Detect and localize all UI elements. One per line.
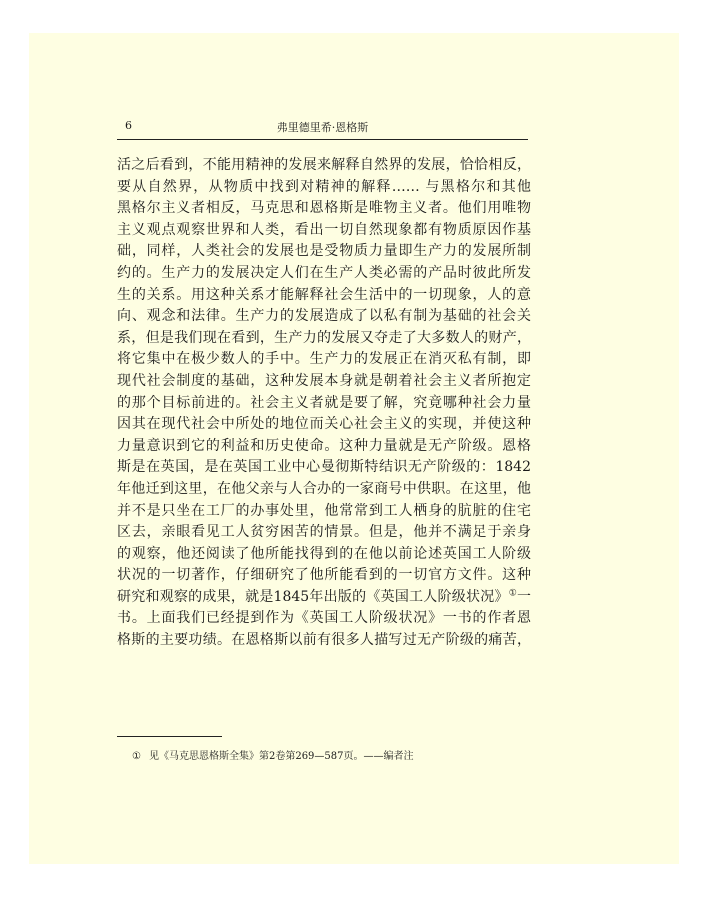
text-line: 力量意识到它的利益和历史使命。这种力量就是无产阶级。恩格 — [117, 437, 531, 454]
text-line: 系，但是我们现在看到，生产力的发展又夺走了大多数人的财产， — [117, 329, 531, 346]
footnote — [132, 747, 414, 762]
text-line: 将它集中在极少数人的手中。生产力的发展正在消灭私有制，即 — [117, 351, 531, 368]
footnote-divider — [117, 736, 222, 737]
footnote-marker: ① — [132, 751, 141, 762]
footnote-reference[interactable]: ① — [508, 588, 517, 599]
text-line: 因其在现代社会中所处的地位而关心社会主义的实现，并使这种 — [117, 416, 531, 433]
text-segment: 一 — [517, 588, 531, 605]
footnote-text: 见《马克思恩格斯全集》第2卷第269—587页。——编者注 — [148, 751, 414, 762]
text-line: 斯是在英国，是在英国工业中心曼彻斯特结识无产阶级的：1842 — [117, 459, 531, 476]
text-line: 活之后看到，不能用精神的发展来解释自然界的发展，恰恰相反， — [117, 157, 531, 173]
text-segment: 研究和观察的成果，就是1845年出版的《英国工人阶级状况》 — [117, 588, 509, 605]
text-line-with-note — [117, 587, 531, 609]
page-number: 6 — [125, 119, 132, 132]
text-line: 向、观念和法律。生产力的发展造成了以私有制为基础的社会关 — [117, 308, 531, 325]
running-title: 弗里德里希·恩格斯 — [276, 121, 369, 134]
text-line: 并不是只坐在工厂的办事处里，他常常到工人栖身的肮脏的住宅 — [117, 502, 531, 519]
text-line: 主义观点观察世界和人类，看出一切自然现象都有物质原因作基 — [117, 221, 531, 238]
body-text — [117, 155, 531, 652]
text-line: 要从自然界，从物质中找到对精神的解释…… 与黑格尔和其他 — [117, 178, 531, 195]
text-line: 的那个目标前进的。社会主义者就是要了解，究竟哪种社会力量 — [117, 394, 531, 411]
text-line: 格斯的主要功绩。在恩格斯以前有很多人描写过无产阶级的痛苦， — [117, 632, 531, 649]
page-header — [117, 117, 528, 140]
text-line: 约的。生产力的发展决定人们在生产人类必需的产品时彼此所发 — [117, 264, 531, 281]
text-line: 础，同样，人类社会的发展也是受物质力量即生产力的发展所制 — [117, 243, 531, 260]
text-line: 书。上面我们已经提到作为《英国工人阶级状况》一书的作者恩 — [117, 610, 531, 627]
text-line: 的观察，他还阅读了他所能找得到的在他以前论述英国工人阶级 — [117, 545, 531, 562]
text-line: 现代社会制度的基础，这种发展本身就是朝着社会主义者所抱定 — [117, 372, 531, 389]
text-line: 黑格尔主义者相反，马克思和恩格斯是唯物主义者。他们用唯物 — [117, 200, 531, 217]
text-line: 状况的一切著作，仔细研究了他所能看到的一切官方文件。这种 — [117, 567, 531, 584]
text-line: 年他迁到这里，在他父亲与人合办的一家商号中供职。在这里，他 — [117, 480, 531, 497]
text-line: 区去，亲眼看见工人贫穷困苦的情景。但是，他并不满足于亲身 — [117, 524, 531, 541]
text-line: 生的关系。用这种关系才能解释社会生活中的一切现象，人的意 — [117, 286, 531, 303]
